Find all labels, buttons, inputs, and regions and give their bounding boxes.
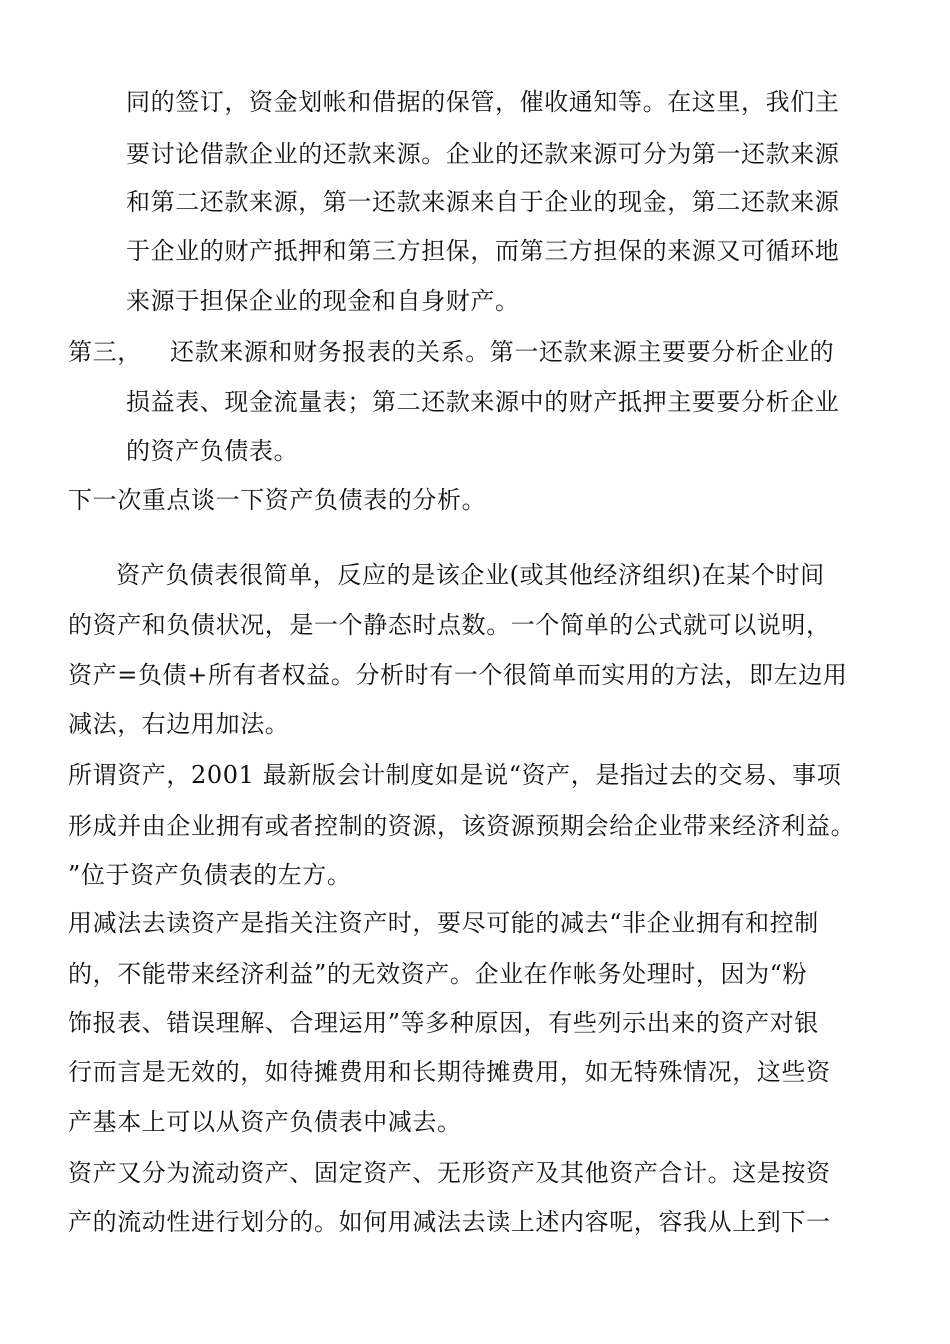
text-line: 行而言是无效的，如待摊费用和长期待摊费用，如无特殊情况，这些资 xyxy=(68,1058,831,1086)
text-line: 同的签订，资金划帐和借据的保管，催收通知等。在这里，我们主 xyxy=(126,88,840,116)
text-line: 的资产和负债状况，是一个静态时点数。一个简单的公式就可以说明， xyxy=(68,611,831,639)
text-line: 来源于担保企业的现金和自身财产。 xyxy=(126,287,520,315)
text-line: 产的流动性进行划分的。如何用减法去读上述内容呢，容我从上到下一 xyxy=(68,1208,831,1236)
text-line: 要讨论借款企业的还款来源。企业的还款来源可分为第一还款来源 xyxy=(126,140,840,168)
text-line: 减法，右边用加法。 xyxy=(68,710,290,738)
text-line: 产基本上可以从资产负债表中减去。 xyxy=(68,1108,462,1136)
text-line: ”位于资产负债表的左方。 xyxy=(68,861,352,889)
text-line: 所谓资产，2001 最新版会计制度如是说“资产，是指过去的交易、事项 xyxy=(68,761,842,789)
text-line: 和第二还款来源，第一还款来源来自于企业的现金，第二还款来源 xyxy=(126,188,840,216)
text-line: 于企业的财产抵押和第三方担保，而第三方担保的来源又可循环地 xyxy=(126,237,840,265)
text-line: 资产负债表很简单，反应的是该企业(或其他经济组织)在某个时间 xyxy=(116,561,825,589)
text-line: 的资产负债表。 xyxy=(126,437,299,465)
text-line: 用减法去读资产是指关注资产时，要尽可能的减去“非企业拥有和控制 xyxy=(68,909,819,937)
text-line: 形成并由企业拥有或者控制的资源，该资源预期会给企业带来经济利益。 xyxy=(68,812,856,840)
text-line: 饰报表、错误理解、合理运用”等多种原因，有些列示出来的资产对银 xyxy=(68,1009,819,1037)
text-line: 的，不能带来经济利益”的无效资产。企业在作帐务处理时，因为“粉 xyxy=(68,960,808,988)
text-line: 资产又分为流动资产、固定资产、无形资产及其他资产合计。这是按资 xyxy=(68,1159,831,1187)
text-line: 损益表、现金流量表；第二还款来源中的财产抵押主要要分析企业 xyxy=(126,388,840,416)
text-line: 下一次重点谈一下资产负债表的分析。 xyxy=(68,486,487,514)
text-line: 资产=负债+所有者权益。分析时有一个很简单而实用的方法，即左边用 xyxy=(68,661,848,689)
text-line: 还款来源和财务报表的关系。第一还款来源主要要分析企业的 xyxy=(170,338,835,366)
list-label: 第三， xyxy=(68,338,142,366)
